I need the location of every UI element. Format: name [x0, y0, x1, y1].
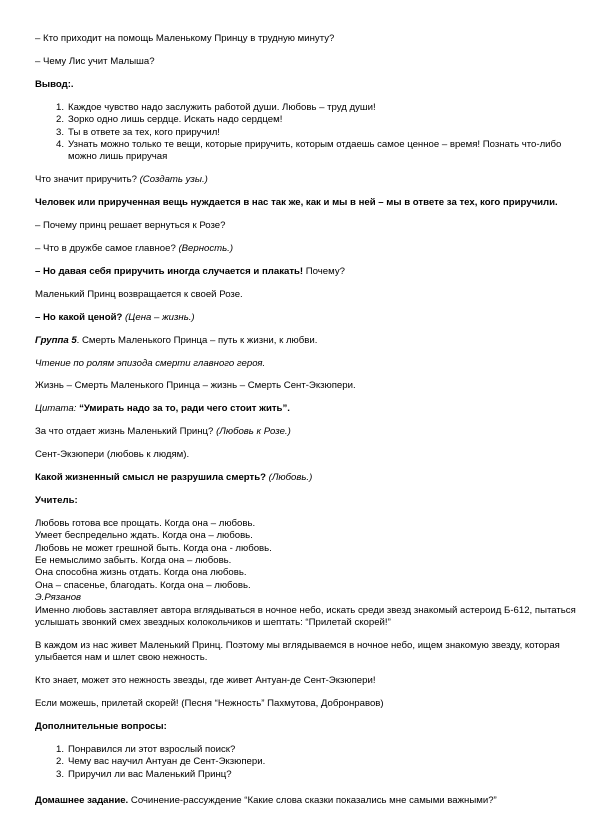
- poem-line: Она способна жизнь отдать. Когда она любовь.: [35, 567, 247, 579]
- additional-questions-heading: Дополнительные вопросы:: [35, 721, 167, 733]
- poem-author: Э.Рязанов: [35, 592, 82, 604]
- poem-line: Умеет беспредельно ждать. Когда она – любовь.: [35, 530, 253, 542]
- price-question: – Но какой ценой? (Цена – жизнь.): [35, 311, 195, 323]
- rose-question: – Почему принц решает вернуться к Розе?: [35, 220, 226, 232]
- saint-exupery-line: Сент-Экзюпери (любовь к людям).: [35, 449, 190, 461]
- list-item: 1. Понравился ли этот взрослый поиск?: [56, 744, 236, 756]
- list-item: 3. Ты в ответе за тех, кого приручил!: [56, 126, 220, 138]
- life-death-line: Жизнь – Смерть Маленького Принца – жизнь – Смерть Сент-Экзюпери.: [35, 380, 356, 392]
- question-help: – Кто приходит на помощь Маленькому Принцу в трудную минуту?: [35, 33, 335, 44]
- gives-life-question: За что отдает жизнь Маленький Принц? (Любовь к Розе.): [35, 426, 291, 438]
- quote-line: Цитата: “Умирать надо за то, ради чего стоит жить”.: [35, 403, 290, 415]
- tame-question: Что значит приручить? (Создать узы.): [35, 174, 208, 186]
- group-5-heading: Группа 5. Смерть Маленького Принца – путь к жизни, к любви.: [35, 334, 318, 346]
- poem-line: Она – спасенье, благодать. Когда она – любовь.: [35, 579, 251, 591]
- each-of-us-paragraph: В каждом из нас живет Маленький Принц. Поэтому мы вглядываемся в ночное небо, ищем знакомую звезду, которая улыбается нам и шлет свою нежность.: [35, 640, 560, 664]
- poem-line: Любовь не может грешной быть. Когда она - любовь.: [35, 542, 272, 554]
- love-makes-paragraph: Именно любовь заставляет автора вглядываться в ночное небо, искать среди звезд знакомый астероид Б-612, пытаться услышать звонкий смех звездных колокольчиков и шептать: “Прилетай скорей!”: [35, 604, 576, 629]
- poem-block: [35, 518, 580, 630]
- who-knows-paragraph: Кто знает, может это нежность звезды, где живет Антуан-де Сент-Экзюпери!: [35, 675, 376, 687]
- poem-line: Ее немыслимо забыть. Когда она – любовь.: [35, 555, 232, 567]
- list-item: 1. Каждое чувство надо заслужить работой души. Любовь – труд души!: [56, 101, 376, 113]
- responsibility-statement: Человек или прирученная вещь нуждается в нас так же, как и мы в ней – мы в ответе за тех, кого приручили.: [35, 197, 558, 209]
- prince-returns: Маленький Принц возвращается к своей Розе.: [35, 288, 243, 300]
- list-item: 2. Чему вас научил Антуан де Сент-Экзюпери.: [56, 756, 266, 768]
- document-content: [35, 33, 580, 818]
- song-reference: Если можешь, прилетай скорей! (Песня “Нежность” Пахмутова, Добронравов): [35, 698, 384, 710]
- additional-questions-list: [35, 744, 580, 781]
- reading-roles: Чтение по ролям эпизода смерти главного героя.: [35, 357, 266, 369]
- poem-line: Любовь готова все прощать. Когда она – любовь.: [35, 517, 256, 529]
- cry-question: – Но давая себя приручить иногда случается и плакать! Почему?: [35, 265, 345, 277]
- conclusion-heading: Вывод:.: [35, 78, 74, 90]
- list-item: 3. Приручил ли вас Маленький Принц?: [56, 768, 232, 780]
- conclusion-list: [35, 102, 580, 164]
- friendship-question: – Что в дружбе самое главное? (Верность.): [35, 242, 234, 254]
- teacher-heading: Учитель:: [35, 494, 78, 506]
- homework-line: Домашнее задание. Сочинение-рассуждение “Какие слова сказки показались мне самыми важными?”: [35, 795, 497, 807]
- list-item: 4. Узнать можно только те вещи, которые приручить, которым отдаешь самое ценное – время! Познать что-либо можно лишь приручая: [56, 138, 562, 163]
- question-fox: – Чему Лис учит Малыша?: [35, 55, 155, 67]
- meaning-question: Какой жизненный смысл не разрушила смерть? (Любовь.): [35, 472, 313, 484]
- list-item: 2. Зорко одно лишь сердце. Искать надо сердцем!: [56, 114, 283, 126]
